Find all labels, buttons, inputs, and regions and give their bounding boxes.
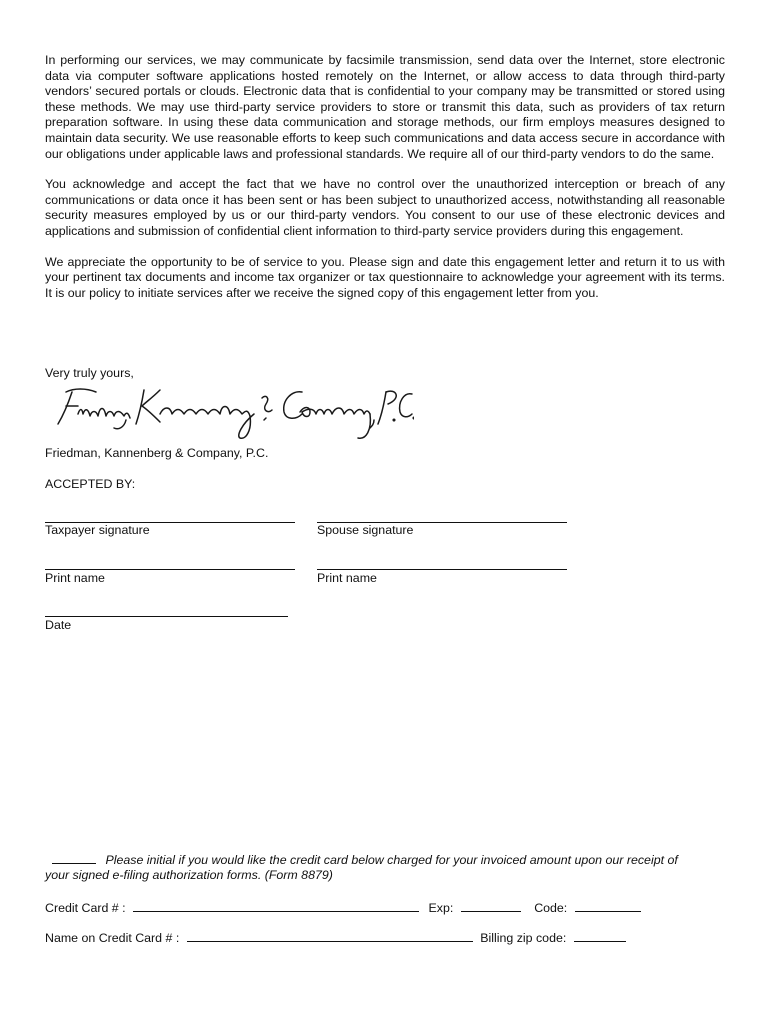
initial-instruction-text: Please initial if you would like the credit card below charged for your invoiced amount upon our receipt of — [105, 853, 678, 867]
letter-body — [45, 53, 725, 301]
paragraph-acknowledgement: You acknowledge and accept the fact that we have no control over the unauthorized interception or breach of any communications or data once it has been sent or has been subject to unauthorized access, notwithstanding all reasonable security measures employed by us or our third-party vendors. You consent to our use of these electronic devices and applications and submission of confidential client information to third-party service providers during this engagement. — [45, 177, 725, 238]
taxpayer-signature-label: Taxpayer signature — [45, 523, 150, 537]
initial-instruction-line1 — [52, 852, 678, 869]
credit-card-number-field[interactable] — [133, 900, 419, 912]
name-on-card-label: Name on Credit Card # : — [45, 931, 180, 945]
code-label: Code: — [534, 901, 568, 915]
initial-instruction-line2: your signed e-filing authorization forms. (Form 8879) — [45, 868, 333, 882]
code-field[interactable] — [575, 900, 641, 912]
credit-card-row — [45, 900, 641, 917]
name-on-card-row — [45, 930, 626, 947]
taxpayer-print-name-label: Print name — [45, 571, 105, 585]
taxpayer-print-name-line[interactable] — [45, 569, 295, 570]
spouse-signature-label: Spouse signature — [317, 523, 414, 537]
accepted-by-label: ACCEPTED BY: — [45, 477, 136, 491]
billing-zip-label: Billing zip code: — [480, 931, 567, 945]
exp-label: Exp: — [428, 901, 454, 915]
firm-signature — [52, 384, 414, 444]
signature-text: Friedman, Kannenberg & Company, P.C. — [52, 442, 71, 443]
billing-zip-field[interactable] — [574, 930, 626, 942]
closing: Very truly yours, — [45, 366, 134, 380]
paragraph-data-security: In performing our services, we may communicate by facsimile transmission, send data over the Internet, store electronic data via computer software applications hosted remotely on the Internet, or allow access to data through third-party vendors’ secured portals or clouds. Electronic data that is confidential to your company may be transmitted or stored using these methods. We may use third-party service providers to store or transmit this data, such as providers of tax return preparation software. In using these data communication and storage methods, our firm employs measures designed to maintain data security. We use reasonable efforts to keep such communications and data access secure in accordance with our obligations under applicable laws and professional standards. We require all of our third-party vendors to do the same. — [45, 53, 725, 161]
exp-field[interactable] — [461, 900, 521, 912]
date-line[interactable] — [45, 616, 288, 617]
credit-card-label: Credit Card # : — [45, 901, 126, 915]
firm-name: Friedman, Kannenberg & Company, P.C. — [45, 446, 269, 460]
spouse-print-name-line[interactable] — [317, 569, 567, 570]
name-on-card-field[interactable] — [187, 930, 473, 942]
spouse-print-name-label: Print name — [317, 571, 377, 585]
initial-blank[interactable] — [52, 852, 96, 864]
paragraph-appreciation: We appreciate the opportunity to be of service to you. Please sign and date this engagement letter and return it to us with your pertinent tax documents and income tax organizer or tax questionnaire to acknowledge your agreement with its terms. It is our policy to initiate services after we receive the signed copy of this engagement letter from you. — [45, 254, 725, 300]
date-label: Date — [45, 618, 72, 632]
